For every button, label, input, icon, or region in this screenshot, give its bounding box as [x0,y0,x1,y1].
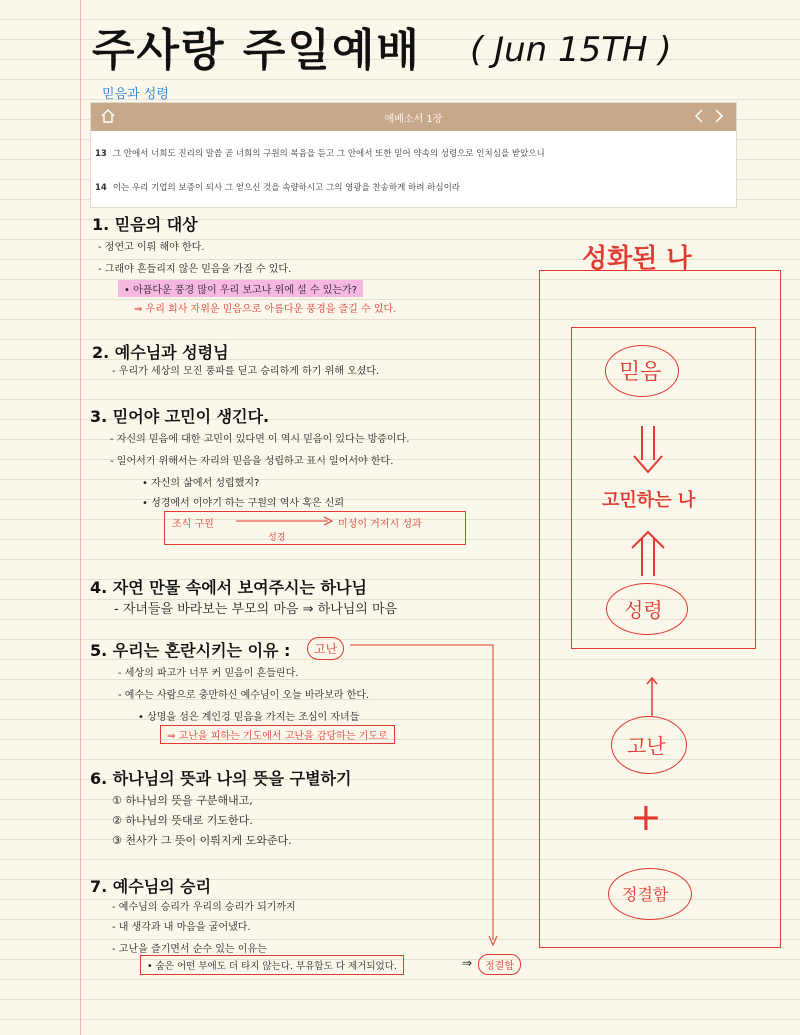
verse-number: 14 [95,183,107,193]
section-3-line-1: - 자신의 믿음에 대한 고민이 있다면 이 역시 믿음이 있다는 방증이다. [110,434,410,445]
double-down-arrow-icon [630,426,666,476]
section-5-title: 5. 우리는 혼란시키는 이유 : [90,641,291,660]
verse-number: 13 [95,149,107,159]
up-arrow-icon [646,676,658,716]
section-6-line-1: ① 하나님의 뜻을 구분해내고, [112,794,253,807]
purity-badge: 정결함 [478,954,521,975]
section-5-line-3: • 상명을 섬은 계인겅 믿음을 가지는 조심이 자녀들 [138,712,360,723]
flow-label: 성경 [268,533,286,543]
page-title: 주사랑 주일예배 [92,25,421,76]
section-7-line-1: - 예수님의 승리가 우리의 승리가 되기까지 [112,902,296,913]
verse-14 [95,181,460,193]
verse-13 [95,147,545,159]
verse-text: 이는 우리 기업의 보증이 되사 그 얻으신 것을 속량하시고 그의 영광을 찬송하게 하려 하심이라 [112,183,460,193]
section-6-line-2: ② 하나님의 뜻대로 기도한다. [112,814,253,827]
date-label: ( Jun 15TH ) [470,30,672,70]
section-3-title: 3. 믿어야 고민이 생긴다. [90,407,270,426]
worry-label: 고민하는 나 [602,490,696,511]
section-2-line-1: - 우리가 세상의 모진 풍파를 딛고 승리하게 하기 위해 오셨다. [112,366,380,377]
section-7-line-2: - 내 생각과 내 마음을 굴어냈다. [112,922,251,933]
section-1-highlight-line: • 아픔다운 풍경 많이 우리 보고나 위에 설 수 있는가? [118,280,363,297]
section-3-line-2: - 일어서기 위해서는 자리의 믿음을 성립하고 표시 일어서야 한다. [110,456,394,467]
section-4-title: 4. 자연 만물 속에서 보여주시는 하나님 [90,578,367,597]
section-6-line-3: ③ 천사가 그 뜻이 이뤄지게 도와준다. [112,834,292,847]
section-3-line-3: • 자신의 삶에서 성립했지? [142,478,260,489]
side-title: 성화된 나 [582,244,692,274]
arrow-right-icon [236,516,336,526]
bible-chapter-title: 에베소서 1장 [384,114,443,125]
section-1-title: 1. 믿음의 대상 [92,215,198,234]
section-2-title: 2. 예수님과 성령님 [92,343,229,362]
section-6-title: 6. 하나님의 뜻과 나의 뜻을 구별하기 [90,769,352,788]
section-7-line-4: • 숨은 어떤 부에도 더 타지 않는다. 부유함도 다 제거되었다. [140,955,404,975]
bible-header-bar [91,103,736,131]
section-1-line-2: - 그래야 흔들리지 않은 믿음을 가질 수 있다. [98,264,292,275]
section-7-line-3: - 고난을 즐기면서 순수 있는 이유는 [112,944,267,955]
hardship-badge: 고난 [307,637,344,660]
purity-label: 정결함 [622,885,669,904]
section-5-line-1: - 세상의 파고가 너무 커 믿음이 흔들린다. [118,668,299,679]
verse-text: 그 안에서 너희도 진리의 말씀 곧 너희의 구원의 복음을 듣고 그 안에서 또한 믿어 약속의 성령으로 인치심을 받았으니 [112,149,545,159]
topic-tag: 믿음과 성령 [102,87,169,102]
section-4-line-1: - 자녀들을 바라보는 부모의 마음 ⇒ 하나님의 마음 [114,602,398,617]
bible-widget [90,102,737,208]
section-3-line-4: • 성경에서 이야기 하는 구원의 역사 혹은 신뢰 [142,498,345,509]
connector-arrow-icon [350,640,500,950]
section-5-line-2: - 예수는 사람으로 충만하신 예수님이 오늘 바라보라 한다. [118,690,370,701]
plus-sign: + [630,795,662,839]
flow-end: 미성이 거저시 성과 [338,519,422,530]
hardship-label: 고난 [627,734,666,758]
section-7-title: 7. 예수님의 승리 [90,877,212,896]
section-1-line-1: - 정연고 이뤄 해야 한다. [98,242,205,253]
section-1-conclusion: ⇒ 우리 회사 자위운 믿음으로 아름다운 풍경을 즐길 수 있다. [134,304,397,315]
flow-start: 조식 구원 [172,519,214,530]
double-up-arrow-icon [628,528,668,578]
faith-label: 믿음 [619,360,662,385]
chevron-right-icon[interactable] [711,107,727,125]
implies-arrow: ⇒ [462,956,473,970]
spirit-label: 성령 [624,598,663,622]
chevron-left-icon[interactable] [691,107,707,125]
section-5-conclusion: ⇒ 고난을 피하는 기도에서 고난을 감당하는 기도로 [160,725,395,744]
